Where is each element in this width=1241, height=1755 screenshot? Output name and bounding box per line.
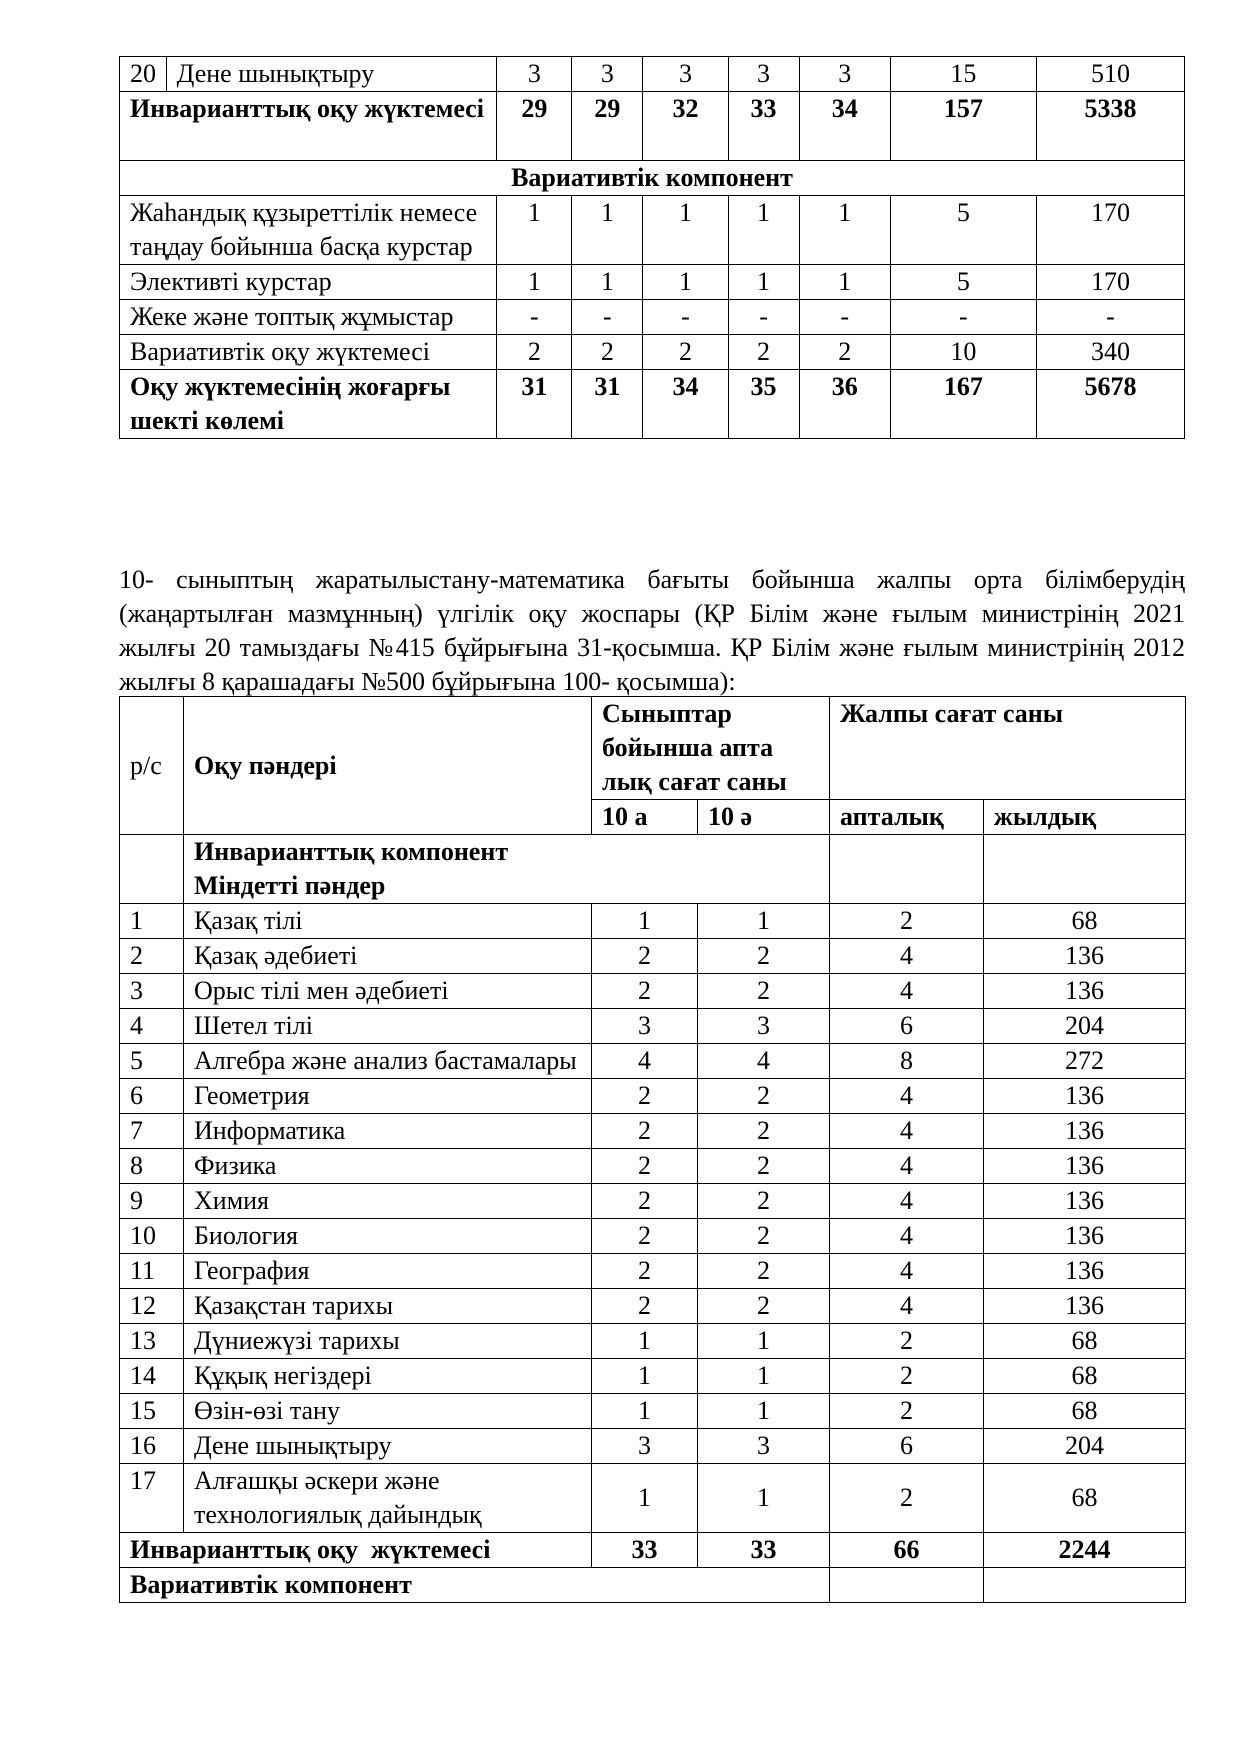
- table-row: [120, 1533, 1186, 1568]
- hours-cell: 1: [728, 196, 799, 265]
- subject-name: Химия: [184, 1184, 592, 1219]
- max-load-label: Оқу жүктемесінің жоғарғы шекті көлемі: [120, 370, 497, 439]
- hours-cell: -: [728, 300, 799, 335]
- table-row: [120, 1254, 1186, 1289]
- subjects-body: [120, 904, 1186, 1533]
- subject-name: Физика: [184, 1149, 592, 1184]
- table-row: [120, 1219, 1186, 1254]
- row-number: 11: [120, 1254, 184, 1289]
- weekly-hours: 4: [830, 1149, 984, 1184]
- table-row: [120, 1394, 1186, 1429]
- subject-name: Геометрия: [184, 1079, 592, 1114]
- hours-cell: 33: [728, 92, 799, 161]
- annual-hours: 68: [984, 904, 1186, 939]
- annual-cell: 5338: [1036, 92, 1184, 161]
- annual-hours: 272: [984, 1044, 1186, 1079]
- table-row: [120, 1324, 1186, 1359]
- total-cell: 157: [890, 92, 1036, 161]
- weekly-hours: 2: [830, 1324, 984, 1359]
- hours-cell: 1: [643, 265, 728, 300]
- row-number: 7: [120, 1114, 184, 1149]
- weekly-hours: 2: [830, 1359, 984, 1394]
- weekly-hours: 2: [830, 1394, 984, 1429]
- total-cell: 15: [890, 57, 1036, 92]
- weekly-hours: 8: [830, 1044, 984, 1079]
- annual-cell: 510: [1036, 57, 1184, 92]
- hours-10a: 4: [592, 1044, 698, 1079]
- hours-cell: 2: [728, 335, 799, 370]
- table-row: [120, 1009, 1186, 1044]
- table-row: [120, 92, 1185, 161]
- subject-name: Өзін-өзі тану: [184, 1394, 592, 1429]
- header-weekly: апталық: [830, 800, 984, 835]
- table-row: [120, 1044, 1186, 1079]
- weekly-hours: 4: [830, 1114, 984, 1149]
- hours-cell: 29: [497, 92, 572, 161]
- table-row: [120, 1289, 1186, 1324]
- hours-cell: 2: [572, 335, 643, 370]
- invariant-component-label: Инварианттық компонент: [194, 837, 509, 866]
- invariant-component-heading: [184, 835, 830, 904]
- hours-cell: 35: [728, 370, 799, 439]
- hours-cell: 2: [497, 335, 572, 370]
- table-row: [120, 1359, 1186, 1394]
- hours-10e: 1: [698, 904, 830, 939]
- weekly-hours: 4: [830, 1079, 984, 1114]
- subject-name: Жеке және топтық жұмыстар: [120, 300, 497, 335]
- header-weekly-by-class: Сыныптар бойынша апта лық сағат саны: [592, 697, 830, 800]
- hours-cell: 1: [799, 196, 890, 265]
- row-number: 8: [120, 1149, 184, 1184]
- row-number: 3: [120, 974, 184, 1009]
- hours-10a: 1: [592, 1324, 698, 1359]
- annual-hours: 68: [984, 1324, 1186, 1359]
- hours-10e: 2: [698, 1219, 830, 1254]
- total-cell: 5: [890, 265, 1036, 300]
- row-number: 14: [120, 1359, 184, 1394]
- empty-cell: [984, 1568, 1186, 1603]
- subject-name: Жаһандық құзыреттілік немесе таңдау бойынша басқа курстар: [120, 196, 497, 265]
- row-number: 17: [120, 1464, 184, 1533]
- hours-cell: 1: [497, 265, 572, 300]
- table-row: [120, 1079, 1186, 1114]
- table-row: [120, 370, 1185, 439]
- weekly-hours: 2: [830, 1464, 984, 1533]
- subject-name: Информатика: [184, 1114, 592, 1149]
- subject-name: Алгебра және анализ бастамалары: [184, 1044, 592, 1079]
- header-total-hours: Жалпы сағат саны: [830, 697, 1186, 800]
- row-number: 1: [120, 904, 184, 939]
- hours-cell: 3: [497, 57, 572, 92]
- hours-cell: 29: [572, 92, 643, 161]
- hours-cell: 1: [799, 265, 890, 300]
- hours-cell: 32: [643, 92, 728, 161]
- row-number: 4: [120, 1009, 184, 1044]
- table-row: [120, 1149, 1186, 1184]
- weekly-hours: 4: [830, 974, 984, 1009]
- annual-hours: 204: [984, 1009, 1186, 1044]
- hours-cell: 1: [572, 265, 643, 300]
- hours-10e: 2: [698, 939, 830, 974]
- hours-10a: 3: [592, 1429, 698, 1464]
- row-number: 16: [120, 1429, 184, 1464]
- header-row-number: р/с: [120, 697, 184, 835]
- weekly-hours: 4: [830, 1289, 984, 1324]
- hours-10e: 2: [698, 1254, 830, 1289]
- hours-10a: 1: [592, 1394, 698, 1429]
- hours-10e: 1: [698, 1464, 830, 1533]
- variative-header: Вариативтік компонент: [120, 161, 1185, 196]
- annual-hours: 68: [984, 1359, 1186, 1394]
- hours-10a: 2: [592, 1079, 698, 1114]
- table-row: [120, 1429, 1186, 1464]
- weekly-hours: 2: [830, 904, 984, 939]
- annual-hours: 136: [984, 1184, 1186, 1219]
- annual-cell: 340: [1036, 335, 1184, 370]
- row-number: 9: [120, 1184, 184, 1219]
- header-subjects: Оқу пәндері: [184, 697, 592, 835]
- row-number: 2: [120, 939, 184, 974]
- weekly-hours: 4: [830, 939, 984, 974]
- table-row: [120, 335, 1185, 370]
- subject-name: Дене шынықтыру: [184, 1429, 592, 1464]
- subject-name: Элективті курстар: [120, 265, 497, 300]
- hours-10a: 3: [592, 1009, 698, 1044]
- row-number: 20: [120, 57, 167, 92]
- table-row: [120, 161, 1185, 196]
- hours-cell: 34: [799, 92, 890, 161]
- annual-hours: 136: [984, 1219, 1186, 1254]
- hours-10a: 1: [592, 1359, 698, 1394]
- hours-10e: 2: [698, 1079, 830, 1114]
- table-row: [120, 1464, 1186, 1533]
- hours-10a: 2: [592, 1219, 698, 1254]
- hours-10a: 1: [592, 904, 698, 939]
- hours-10a: 2: [592, 1114, 698, 1149]
- empty-cell: [120, 835, 184, 904]
- hours-cell: 1: [572, 196, 643, 265]
- row-number: 10: [120, 1219, 184, 1254]
- hours-cell: 1: [643, 196, 728, 265]
- annual-cell: -: [1036, 300, 1184, 335]
- hours-10a: 2: [592, 1149, 698, 1184]
- subject-name: Биология: [184, 1219, 592, 1254]
- empty-cell: [984, 835, 1186, 904]
- table-row: [120, 904, 1186, 939]
- subject-name: Қазақ әдебиеті: [184, 939, 592, 974]
- annual-hours: 68: [984, 1464, 1186, 1533]
- hours-cell: 1: [497, 196, 572, 265]
- hours-10e: 1: [698, 1324, 830, 1359]
- hours-cell: 34: [643, 370, 728, 439]
- subject-name: География: [184, 1254, 592, 1289]
- table-row: [120, 835, 1186, 904]
- total-cell: 167: [890, 370, 1036, 439]
- hours-10e: 2: [698, 1114, 830, 1149]
- table-row: [120, 1184, 1186, 1219]
- grade10-curriculum-table: [119, 696, 1186, 1603]
- hours-10a: 1: [592, 1464, 698, 1533]
- top-curriculum-table: [119, 56, 1185, 439]
- table-header-row: [120, 697, 1186, 800]
- annual-hours: 136: [984, 974, 1186, 1009]
- hours-cell: -: [643, 300, 728, 335]
- total-cell: 5: [890, 196, 1036, 265]
- row-number: 13: [120, 1324, 184, 1359]
- subject-name: Қазақстан тарихы: [184, 1289, 592, 1324]
- annual-hours: 136: [984, 1079, 1186, 1114]
- subject-name: Алғашқы әскери және технологиялық дайындық: [184, 1464, 592, 1533]
- hours-cell: 36: [799, 370, 890, 439]
- table-row: [120, 300, 1185, 335]
- hours-10a: 2: [592, 939, 698, 974]
- header-10e: 10 ә: [698, 800, 830, 835]
- variative-component-label: Вариативтік компонент: [120, 1568, 830, 1603]
- hours-10e: 3: [698, 1009, 830, 1044]
- annual-hours: 136: [984, 1254, 1186, 1289]
- hours-cell: 31: [572, 370, 643, 439]
- hours-10e: 4: [698, 1044, 830, 1079]
- hours-10e: 2: [698, 1184, 830, 1219]
- hours-10e: 1: [698, 1394, 830, 1429]
- hours-10e: 3: [698, 1429, 830, 1464]
- hours-cell: 3: [799, 57, 890, 92]
- invariant-total-label: Инварианттық оқу жүктемесі: [120, 1533, 592, 1568]
- invariant-total-label: Инварианттық оқу жүктемесі: [120, 92, 497, 161]
- header-annual: жылдық: [984, 800, 1186, 835]
- weekly-hours: 6: [830, 1429, 984, 1464]
- hours-10a: 2: [592, 1254, 698, 1289]
- weekly-hours: 4: [830, 1219, 984, 1254]
- annual-hours: 68: [984, 1394, 1186, 1429]
- subject-name: Орыс тілі мен әдебиеті: [184, 974, 592, 1009]
- weekly-hours: 4: [830, 1254, 984, 1289]
- mandatory-subjects-label: Міндетті пәндер: [194, 871, 386, 900]
- hours-10e: 2: [698, 1289, 830, 1324]
- hours-cell: 3: [572, 57, 643, 92]
- annual-cell: 170: [1036, 196, 1184, 265]
- hours-10e: 1: [698, 1359, 830, 1394]
- hours-cell: 3: [643, 57, 728, 92]
- subject-name: Шетел тілі: [184, 1009, 592, 1044]
- hours-10a: 2: [592, 1289, 698, 1324]
- subject-name: Дене шынықтыру: [166, 57, 497, 92]
- hours-10e: 2: [698, 974, 830, 1009]
- table-row: [120, 57, 1185, 92]
- hours-cell: 2: [643, 335, 728, 370]
- row-number: 5: [120, 1044, 184, 1079]
- table-row: [120, 196, 1185, 265]
- weekly-hours: 4: [830, 1184, 984, 1219]
- table-row: [120, 265, 1185, 300]
- row-number: 15: [120, 1394, 184, 1429]
- annual-hours: 204: [984, 1429, 1186, 1464]
- hours-cell: -: [799, 300, 890, 335]
- weekly-hours: 6: [830, 1009, 984, 1044]
- table-row: [120, 974, 1186, 1009]
- hours-cell: 1: [728, 265, 799, 300]
- weekly-hours: 66: [830, 1533, 984, 1568]
- hours-cell: -: [572, 300, 643, 335]
- row-number: 12: [120, 1289, 184, 1324]
- curriculum-description: 10- сыныптың жаратылыстану-математика бағыты бойынша жалпы орта білімберудің (жаңартылған мазмұнның) үлгілік оқу жоспары (ҚР Білім және ғылым министрінің 2021 жылғы 20 тамыздағы №415 бұйрығына 31-қосымша. ҚР Білім және ғылым министрінің 2012 жылғы 8 қарашадағы №500 бұйрығына 100- қосымша):: [119, 565, 1185, 696]
- annual-hours: 136: [984, 1149, 1186, 1184]
- subject-name: Дүниежүзі тарихы: [184, 1324, 592, 1359]
- hours-10a: 2: [592, 1184, 698, 1219]
- table-row: [120, 939, 1186, 974]
- hours-10a: 2: [592, 974, 698, 1009]
- annual-cell: 5678: [1036, 370, 1184, 439]
- hours-cell: 31: [497, 370, 572, 439]
- subject-name: Вариативтік оқу жүктемесі: [120, 335, 497, 370]
- annual-hours: 136: [984, 1114, 1186, 1149]
- annual-cell: 170: [1036, 265, 1184, 300]
- hours-10e: 33: [698, 1533, 830, 1568]
- annual-hours: 2244: [984, 1533, 1186, 1568]
- subject-name: Қазақ тілі: [184, 904, 592, 939]
- header-10a: 10 а: [592, 800, 698, 835]
- annual-hours: 136: [984, 1289, 1186, 1324]
- subject-name: Құқық негіздері: [184, 1359, 592, 1394]
- row-number: 6: [120, 1079, 184, 1114]
- empty-cell: [830, 1568, 984, 1603]
- hours-10e: 2: [698, 1149, 830, 1184]
- table-row: [120, 1568, 1186, 1603]
- total-cell: -: [890, 300, 1036, 335]
- empty-cell: [830, 835, 984, 904]
- table-row: [120, 1114, 1186, 1149]
- hours-10a: 33: [592, 1533, 698, 1568]
- annual-hours: 136: [984, 939, 1186, 974]
- hours-cell: 2: [799, 335, 890, 370]
- total-cell: 10: [890, 335, 1036, 370]
- hours-cell: 3: [728, 57, 799, 92]
- hours-cell: -: [497, 300, 572, 335]
